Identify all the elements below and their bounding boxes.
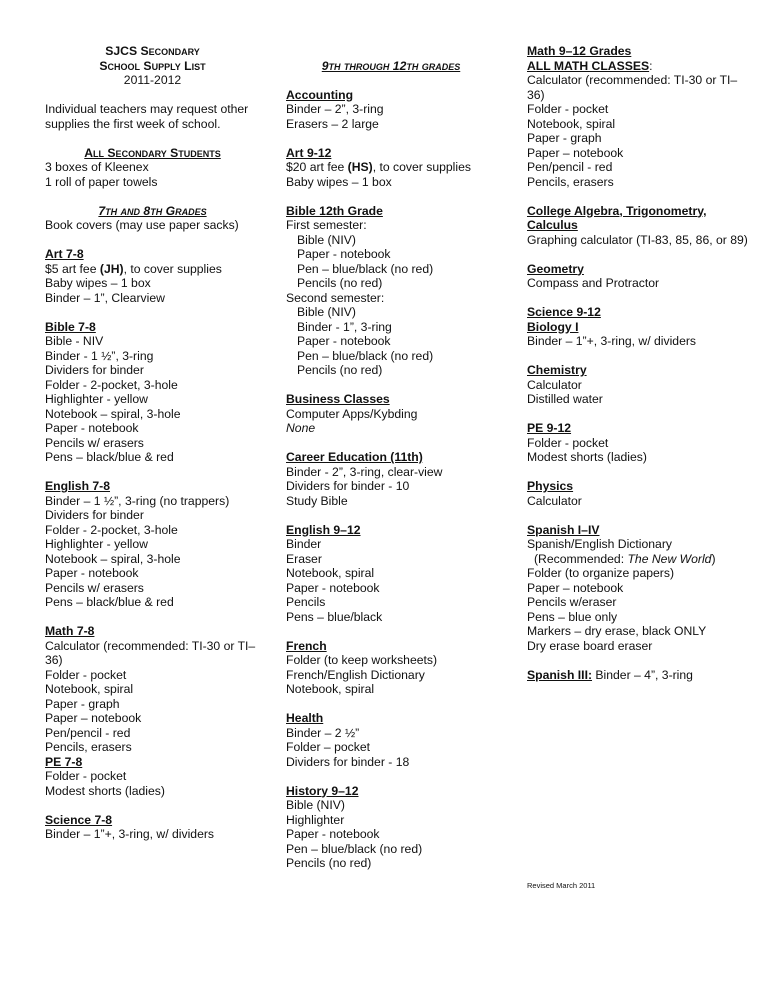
list-item: Paper - notebook — [286, 580, 380, 595]
list-item: Modest shorts (ladies) — [45, 783, 165, 798]
document-subtitle: School Supply List — [99, 58, 206, 73]
list-item: Erasers – 2 large — [286, 116, 379, 131]
list-item: Highlighter — [286, 812, 345, 827]
subject-subtitle-all-math: ALL MATH CLASSES: — [527, 58, 653, 73]
list-item: Pencils (no red) — [286, 856, 372, 870]
list-item: Pens – blue only — [527, 609, 618, 624]
list-item: Folder - pocket — [45, 769, 127, 783]
subject-title-art-7-8: Art 7-8 — [45, 247, 84, 261]
list-item: Bible (NIV) — [297, 232, 356, 247]
list-item: Pens – black/blue & red — [45, 450, 174, 464]
list-item: Eraser — [286, 551, 322, 566]
list-item-spanish-3: Spanish III: Binder – 4”, 3-ring — [527, 667, 693, 682]
document-title: SJCS Secondary — [105, 44, 200, 58]
list-item: Folder - 2-pocket, 3-hole — [45, 522, 178, 537]
subject-title-college-algebra: College Algebra, Trigonometry, Calculus — [527, 203, 707, 232]
section-title-all-students: All Secondary Students — [84, 145, 221, 160]
list-item: Computer Apps/Kybding — [286, 406, 418, 421]
list-item: Pens – blue/black — [286, 609, 383, 624]
list-item: Folder – pocket — [286, 740, 371, 754]
list-item: None — [286, 421, 316, 435]
list-item: 1 roll of paper towels — [45, 174, 158, 189]
subject-title-art-9-12: Art 9-12 — [286, 145, 332, 160]
list-item: 3 boxes of Kleenex — [45, 160, 149, 174]
subject-title-bible-7-8: Bible 7-8 — [45, 319, 96, 334]
list-item: French/English Dictionary — [286, 667, 425, 682]
list-item: Bible (NIV) — [286, 798, 345, 812]
list-item: Highlighter - yellow — [45, 392, 148, 406]
list-item: Binder — [286, 537, 322, 551]
list-item: Folder (to keep worksheets) — [286, 653, 438, 667]
list-item: Notebook, spiral — [286, 566, 375, 580]
list-item: Calculator — [527, 493, 582, 508]
list-item: Notebook – spiral, 3-hole — [45, 551, 181, 566]
list-item: Baby wipes – 1 box — [286, 174, 392, 189]
list-item: Binder – 2”, 3-ring — [286, 102, 384, 116]
list-item: Binder - 1 ½”, 3-ring — [45, 348, 154, 363]
section-title-grades-9-12: 9th through 12th grades — [321, 58, 461, 73]
list-item: Binder – 1”+, 3-ring, w/ dividers — [45, 827, 215, 841]
list-item: Pencils w/ erasers — [45, 435, 144, 450]
semester-label: First semester: — [286, 218, 367, 232]
list-item: Dividers for binder — [45, 363, 144, 377]
column-1 — [45, 44, 260, 842]
list-item: Book covers (may use paper sacks) — [45, 218, 239, 232]
list-item: Folder - 2-pocket, 3-hole — [45, 377, 178, 392]
list-item: Pencils — [286, 595, 326, 609]
list-item: Pen/pencil - red — [527, 160, 613, 174]
list-item: Graphing calculator (TI-83, 85, 86, or 89) — [527, 232, 748, 247]
list-item: Pencils w/eraser — [527, 595, 617, 609]
list-item: Pen – blue/black (no red) — [297, 348, 434, 363]
list-item: Calculator (recommended: TI-30 or TI–36) — [527, 73, 738, 102]
list-item: Compass and Protractor — [527, 276, 660, 290]
revised-note: Revised March 2011 — [527, 881, 596, 890]
list-item: Paper - notebook — [45, 421, 139, 435]
subject-title-english-7-8: English 7-8 — [45, 479, 111, 493]
subject-title-history-9-12: History 9–12 — [286, 783, 359, 798]
subject-title-math-7-8: Math 7-8 — [45, 624, 95, 638]
list-item: Modest shorts (ladies) — [527, 450, 647, 464]
list-item: Paper - graph — [527, 131, 602, 145]
list-item: (Recommended: The New World) — [534, 551, 716, 566]
list-item: Notebook, spiral — [286, 682, 375, 696]
semester-label: Second semester: — [286, 290, 385, 305]
list-item: Baby wipes – 1 box — [45, 276, 151, 290]
subject-title-chemistry: Chemistry — [527, 363, 587, 377]
list-item: Pen/pencil - red — [45, 725, 131, 740]
list-item: Binder - 1”, 3-ring — [297, 319, 392, 334]
list-item: Pencils, erasers — [45, 740, 132, 754]
list-item: Paper - notebook — [297, 334, 391, 348]
subject-title-bible-12: Bible 12th Grade — [286, 203, 383, 218]
section-title-grades-7-8: 7th and 8th Grades — [98, 203, 207, 218]
list-item: Binder – 2 ½” — [286, 725, 360, 740]
list-item: Paper - notebook — [286, 827, 380, 841]
column-2 — [286, 44, 496, 871]
subject-title-math-9-12: Math 9–12 Grades — [527, 44, 632, 58]
list-item: Paper – notebook — [527, 145, 624, 160]
document-header — [45, 44, 260, 88]
list-item: Pencils (no red) — [297, 363, 383, 377]
subject-title-science-9-12: Science 9-12 — [527, 305, 601, 319]
list-item: Binder – 1”, Clearview — [45, 290, 165, 305]
list-item: Bible - NIV — [45, 334, 104, 348]
subject-title-physics: Physics — [527, 479, 574, 493]
list-item: Pen – blue/black (no red) — [286, 841, 423, 856]
list-item: Bible (NIV) — [297, 305, 356, 319]
subject-title-english-9-12: English 9–12 — [286, 522, 361, 537]
school-year: 2011-2012 — [123, 73, 182, 87]
list-item: Pen – blue/black (no red) — [297, 261, 434, 276]
list-item: Dry erase board eraser — [527, 638, 653, 653]
list-item: Paper - graph — [45, 696, 120, 711]
list-item: Calculator (recommended: TI-30 or TI–36) — [45, 638, 256, 667]
list-item: Binder – 1”+, 3-ring, w/ dividers — [527, 334, 697, 348]
list-item: Notebook, spiral — [45, 682, 134, 696]
list-item: Distilled water — [527, 392, 603, 406]
subject-title-pe-9-12: PE 9-12 — [527, 421, 572, 435]
list-item: Paper - notebook — [297, 247, 391, 261]
list-item: Pencils (no red) — [297, 276, 383, 290]
subject-title-science-7-8: Science 7-8 — [45, 812, 113, 827]
subject-title-french: French — [286, 638, 327, 653]
subject-title-geometry: Geometry — [527, 261, 584, 276]
list-item: Binder – 1 ½”, 3-ring (no trappers) — [45, 493, 230, 508]
list-item: Pens – black/blue & red — [45, 595, 174, 609]
list-item: Folder (to organize papers) — [527, 566, 674, 580]
intro-note: Individual teachers may request other supplies the first week of school. — [45, 102, 249, 131]
list-item: Study Bible — [286, 493, 348, 508]
list-item: Notebook, spiral — [527, 116, 616, 131]
subject-title-business: Business Classes — [286, 392, 390, 406]
list-item: Pencils w/ erasers — [45, 580, 144, 595]
subject-title-pe-7-8: PE 7-8 — [45, 754, 83, 769]
list-item: Paper – notebook — [45, 711, 142, 725]
list-item: Dividers for binder - 10 — [286, 479, 410, 493]
subject-title-accounting: Accounting — [286, 87, 354, 102]
list-item: Spanish/English Dictionary — [527, 537, 672, 551]
list-item: Notebook – spiral, 3-hole — [45, 406, 181, 421]
list-item: Pencils, erasers — [527, 174, 614, 189]
list-item: $5 art fee (JH), to cover supplies — [45, 261, 222, 276]
column-3 — [527, 44, 752, 682]
subject-title-career-education: Career Education (11th) — [286, 450, 423, 464]
list-item: Binder - 2”, 3-ring, clear-view — [286, 464, 443, 479]
list-item: $20 art fee (HS), to cover supplies — [286, 160, 471, 174]
list-item: Folder - pocket — [527, 102, 609, 116]
list-item: Dividers for binder - 18 — [286, 754, 410, 769]
subject-title-spanish: Spanish I–IV — [527, 522, 600, 537]
list-item: Folder - pocket — [527, 435, 609, 450]
list-item: Paper – notebook — [527, 580, 624, 595]
list-item: Paper - notebook — [45, 566, 139, 580]
subject-subtitle-biology: Biology I — [527, 319, 579, 334]
list-item: Highlighter - yellow — [45, 537, 148, 551]
list-item: Calculator — [527, 377, 582, 392]
list-item: Dividers for binder — [45, 508, 144, 522]
list-item: Markers – dry erase, black ONLY — [527, 624, 707, 638]
list-item: Folder - pocket — [45, 667, 127, 682]
subject-title-health: Health — [286, 711, 324, 725]
